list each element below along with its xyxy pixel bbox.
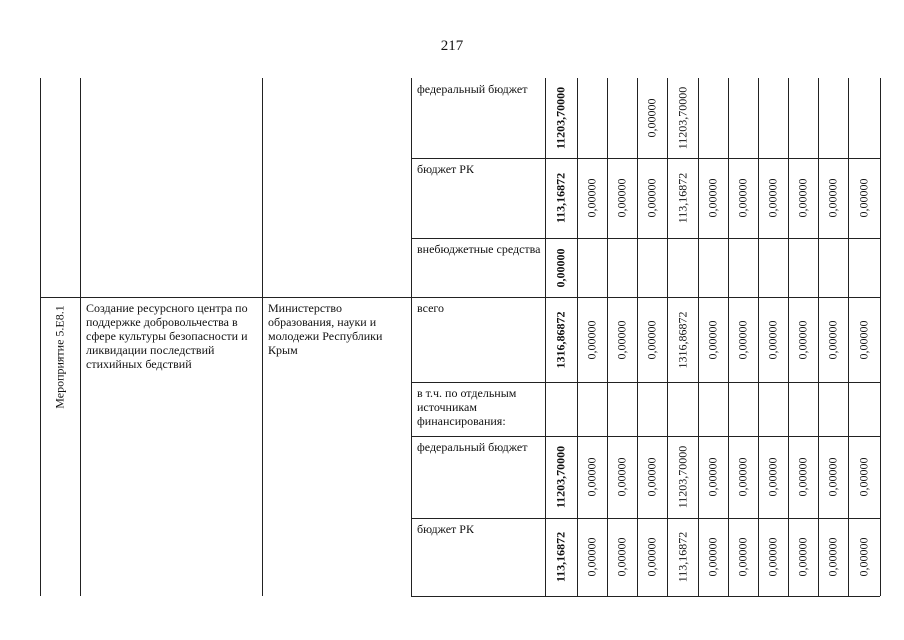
cell-value: 0,00000 [705,320,720,359]
cell-value: 0,00000 [644,457,659,497]
funding-source: бюджет РК [417,522,474,536]
cell-value: 1316,86872 [675,311,689,368]
cell-value: 0,00000 [584,178,599,218]
row-total: 11203,70000 [553,86,568,150]
cell-value: 113,16872 [675,531,689,583]
cell-value: 0,00000 [735,320,750,359]
cell-value: 0,00000 [795,320,810,359]
cell-value: 0,00000 [614,537,629,577]
row-line [40,297,411,298]
cell-value: 0,00000 [584,537,599,577]
cell-value: 0,00000 [584,320,599,359]
row-total: 0,00000 [553,248,568,287]
cell-value: 0,00000 [644,320,659,359]
cell-value: 0,00000 [825,457,840,497]
column-line [40,78,41,596]
measure-label: Мероприятие 5.Е8.1 [52,305,67,409]
cell-value: 11203,70000 [675,86,689,150]
cell-value: 0,00000 [644,537,659,577]
cell-value: 0,00000 [584,457,599,497]
cell-value: 0,00000 [856,537,871,577]
funding-source: бюджет РК [417,162,474,176]
row-total: 11203,70000 [553,445,568,509]
cell-value: 0,00000 [705,537,720,577]
cell-value: 11203,70000 [675,445,689,509]
column-line [262,78,263,596]
funding-source: всего [417,301,445,315]
column-line [880,78,881,596]
cell-value: 0,00000 [644,98,659,138]
column-line [80,78,81,596]
cell-value: 0,00000 [795,178,810,218]
row-line [411,297,880,298]
cell-value: 0,00000 [765,537,780,577]
row-line [411,518,880,519]
responsible-organization: Министерство образования, науки и молодежи Республики Крым [268,301,383,357]
row-line [411,382,880,383]
cell-value: 0,00000 [856,457,871,497]
cell-value: 0,00000 [735,537,750,577]
page-number: 217 [440,38,464,54]
row-total: 1316,86872 [553,311,568,368]
cell-value: 0,00000 [856,320,871,359]
cell-value: 0,00000 [765,457,780,497]
row-line [411,238,880,239]
row-total: 113,16872 [553,172,568,224]
funding-source: федеральный бюджет [417,82,528,96]
cell-value: 0,00000 [735,457,750,497]
cell-value: 0,00000 [644,178,659,218]
cell-value: 0,00000 [614,457,629,497]
funding-source: внебюджетные средства [417,242,541,256]
funding-source: в т.ч. по отдельным источникам финансирования: [417,386,517,428]
row-total: 113,16872 [553,531,568,583]
cell-value: 0,00000 [825,537,840,577]
cell-value: 0,00000 [825,320,840,359]
cell-value: 0,00000 [795,457,810,497]
row-line [411,158,880,159]
cell-value: 0,00000 [705,178,720,218]
cell-value: 0,00000 [614,178,629,218]
cell-value: 113,16872 [675,172,689,224]
cell-value: 0,00000 [765,178,780,218]
cell-value: 0,00000 [856,178,871,218]
cell-value: 0,00000 [825,178,840,218]
funding-source: федеральный бюджет [417,440,528,454]
row-line [411,596,880,597]
cell-value: 0,00000 [795,537,810,577]
cell-value: 0,00000 [765,320,780,359]
cell-value: 0,00000 [735,178,750,218]
cell-value: 0,00000 [614,320,629,359]
cell-value: 0,00000 [705,457,720,497]
measure-description: Создание ресурсного центра по поддержке добровольчества в сфере культуры безопасности и ликвидации последствий стихийных бедствий [86,301,248,371]
row-line [411,436,880,437]
